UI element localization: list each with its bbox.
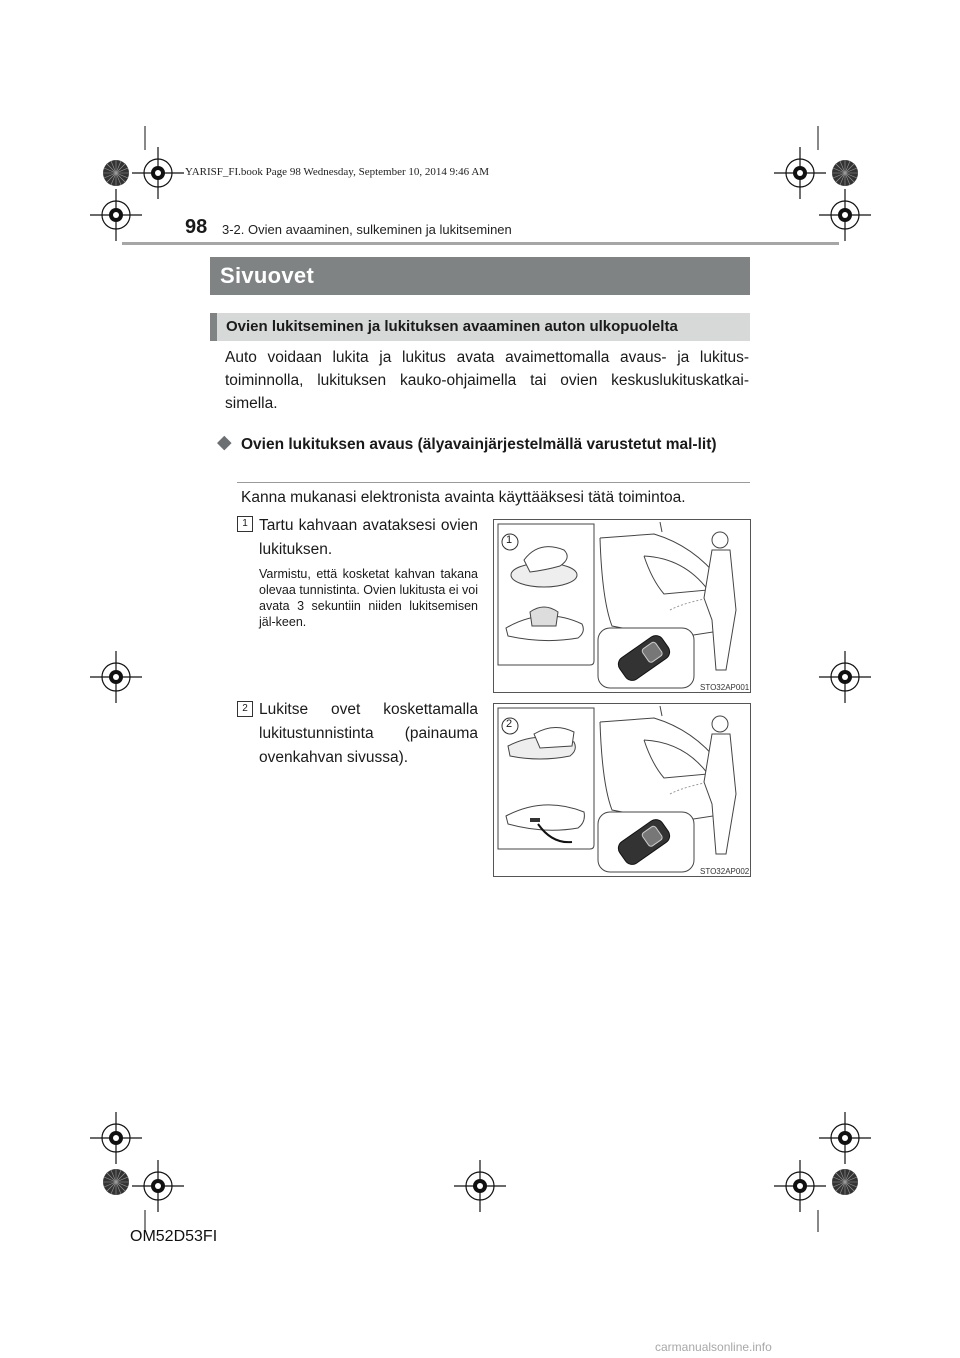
figure-2-callout: 2: [506, 718, 513, 730]
intro-paragraph: Auto voidaan lukita ja lukitus avata avaimettomalla avaus- ja lukitus-toiminnolla, lukituksen kauko-ohjaimella tai ovien keskuslukituskatkai-simella.: [225, 349, 749, 412]
registration-mark: [774, 1160, 826, 1212]
watermark: carmanualsonline.info: [655, 1340, 772, 1354]
subsection-body: Kanna mukanasi elektronista avainta käyttääksesi tätä toimintoa.: [241, 489, 686, 506]
figure-lock-illustration: [494, 704, 750, 876]
step-number-2: 2: [237, 701, 253, 717]
registration-mark: [90, 189, 142, 241]
registration-star-mark: [103, 1169, 129, 1195]
registration-mark: [90, 1112, 142, 1164]
registration-mark: [819, 651, 871, 703]
step-2-text: Lukitse ovet koskettamalla lukitustunnistinta (painauma ovenkahvan sivussa).: [259, 701, 478, 766]
figure-unlock: [493, 519, 751, 693]
subsection-rule: [237, 482, 750, 483]
subsection-title: Ovien lukituksen avaus (älyavainjärjestelmällä varustetut mal-lit): [241, 436, 717, 453]
step-1-note: Varmistu, että kosketat kahvan takana olevaa tunnistinta. Ovien lukitusta ei voi avata 3 sekuntiin niiden lukitsemisen jäl-keen.: [259, 567, 478, 629]
registration-mark: [819, 189, 871, 241]
step-1-text: Tartu kahvaan avataksesi ovien lukituksen.: [259, 517, 478, 558]
page-number: 98: [185, 216, 208, 238]
figure-2-code: STO32AP002: [700, 867, 750, 876]
section-title: Sivuovet: [210, 257, 750, 295]
registration-mark: [774, 147, 826, 199]
figure-1-callout: 1: [506, 534, 513, 546]
registration-mark: [454, 1160, 506, 1212]
figure-lock: [493, 703, 751, 877]
registration-mark: [90, 651, 142, 703]
registration-mark: [132, 1160, 184, 1212]
chapter-title: 3-2. Ovien avaaminen, sulkeminen ja lukitseminen: [222, 222, 512, 237]
registration-mark: [132, 147, 184, 199]
registration-star-mark: [832, 160, 858, 186]
book-info: YARISF_FI.book Page 98 Wednesday, September 10, 2014 9:46 AM: [185, 166, 490, 178]
footer-code: OM52D53FI: [130, 1228, 218, 1245]
diamond-bullet-icon: ◆: [217, 432, 232, 453]
registration-star-mark: [832, 1169, 858, 1195]
figure-1-code: STO32AP001: [700, 683, 750, 692]
step-number-1: 1: [237, 516, 253, 532]
registration-star-mark: [103, 160, 129, 186]
figure-unlock-illustration: [494, 520, 750, 692]
registration-mark: [819, 1112, 871, 1164]
subsection-header: Ovien lukitseminen ja lukituksen avaaminen auton ulkopuolelta: [210, 313, 750, 341]
header-rule: [122, 242, 839, 245]
